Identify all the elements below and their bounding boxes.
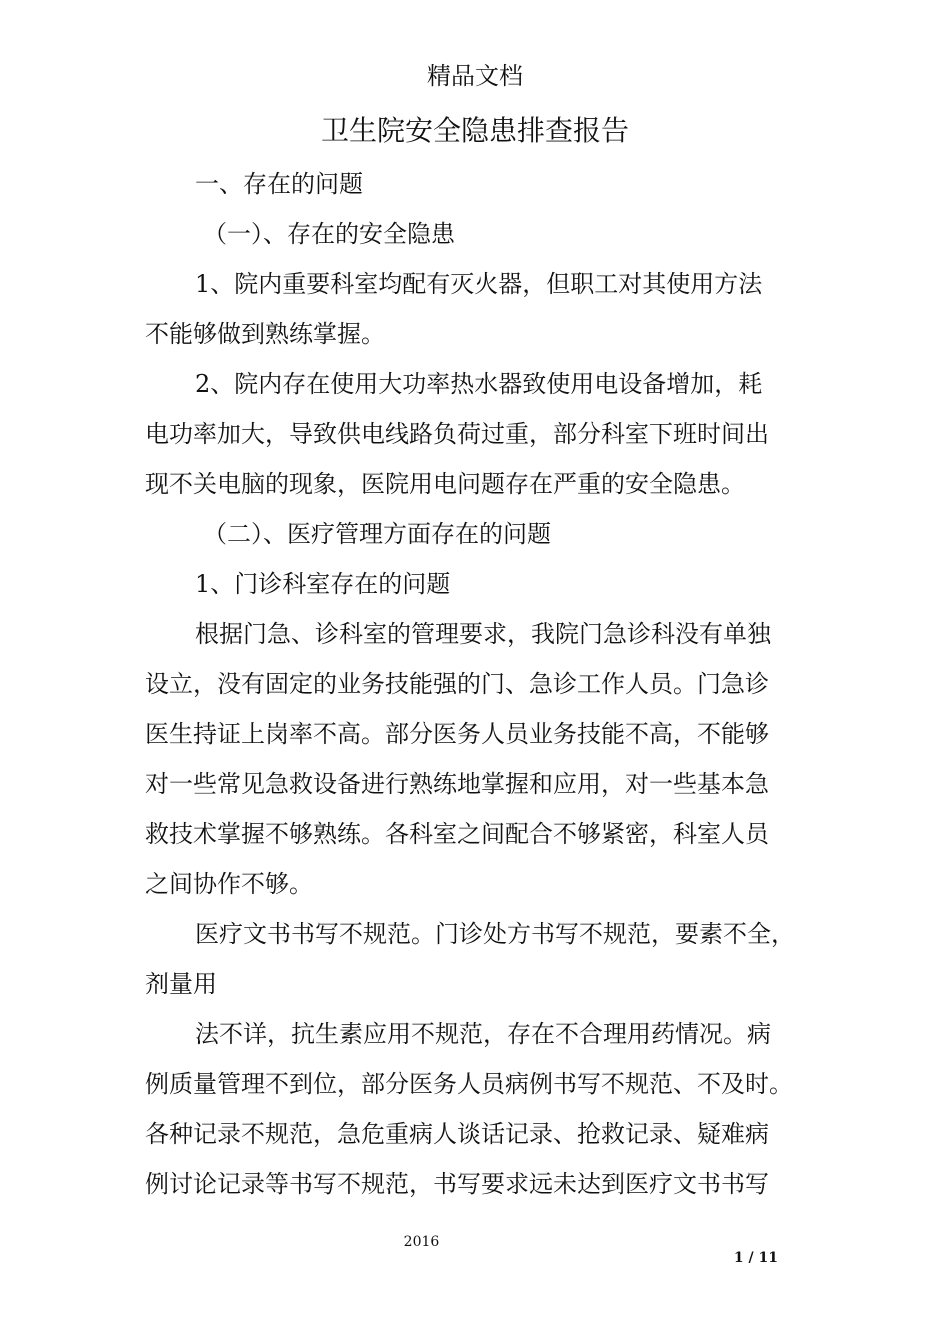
paragraph-line: 1、院内重要科室均配有灭火器，但职工对其使用方法 — [195, 270, 763, 298]
paragraph-line: 医疗文书书写不规范。门诊处方书写不规范，要素不全， — [195, 920, 795, 948]
paragraph-line: 2、院内存在使用大功率热水器致使用电设备增加，耗 — [195, 370, 763, 398]
paragraph-line: 例讨论记录等书写不规范，书写要求远未达到医疗文书书写 — [145, 1170, 769, 1198]
document-header: 精品文档 — [427, 62, 523, 90]
paragraph-line: 现不关电脑的现象，医院用电问题存在严重的安全隐患。 — [145, 470, 745, 498]
paragraph-line: 电功率加大，导致供电线路负荷过重，部分科室下班时间出 — [145, 420, 769, 448]
document-body — [145, 164, 810, 1214]
document-title: 卫生院安全隐患排查报告 — [320, 114, 629, 147]
section-heading: 一、存在的问题 — [195, 170, 363, 198]
subsection-item: 1、门诊科室存在的问题 — [195, 570, 451, 598]
footer-year: 2016 — [403, 1234, 440, 1250]
paragraph-line: 医生持证上岗率不高。部分医务人员业务技能不高，不能够 — [145, 720, 769, 748]
paragraph-line: 法不详，抗生素应用不规范，存在不合理用药情况。病 — [195, 1020, 771, 1048]
paragraph-line: 各种记录不规范，急危重病人谈话记录、抢救记录、疑难病 — [145, 1120, 769, 1148]
page-indicator: 1 / 11 — [733, 1250, 778, 1266]
paragraph-line: 对一些常见急救设备进行熟练地掌握和应用，对一些基本急 — [145, 770, 769, 798]
paragraph-line: 救技术掌握不够熟练。各科室之间配合不够紧密，科室人员 — [145, 820, 769, 848]
paragraph-line: 例质量管理不到位，部分医务人员病例书写不规范、不及时。 — [145, 1070, 793, 1098]
paragraph-line: 不能够做到熟练掌握。 — [145, 320, 385, 348]
paragraph-line: 设立，没有固定的业务技能强的门、急诊工作人员。门急诊 — [145, 670, 769, 698]
paragraph-line: 根据门急、诊科室的管理要求，我院门急诊科没有单独 — [195, 620, 771, 648]
subsection-heading: （一）、存在的安全隐患 — [203, 220, 455, 248]
paragraph-line: 剂量用 — [145, 970, 217, 998]
subsection-heading: （二）、医疗管理方面存在的问题 — [203, 520, 551, 548]
paragraph-line: 之间协作不够。 — [145, 870, 313, 898]
